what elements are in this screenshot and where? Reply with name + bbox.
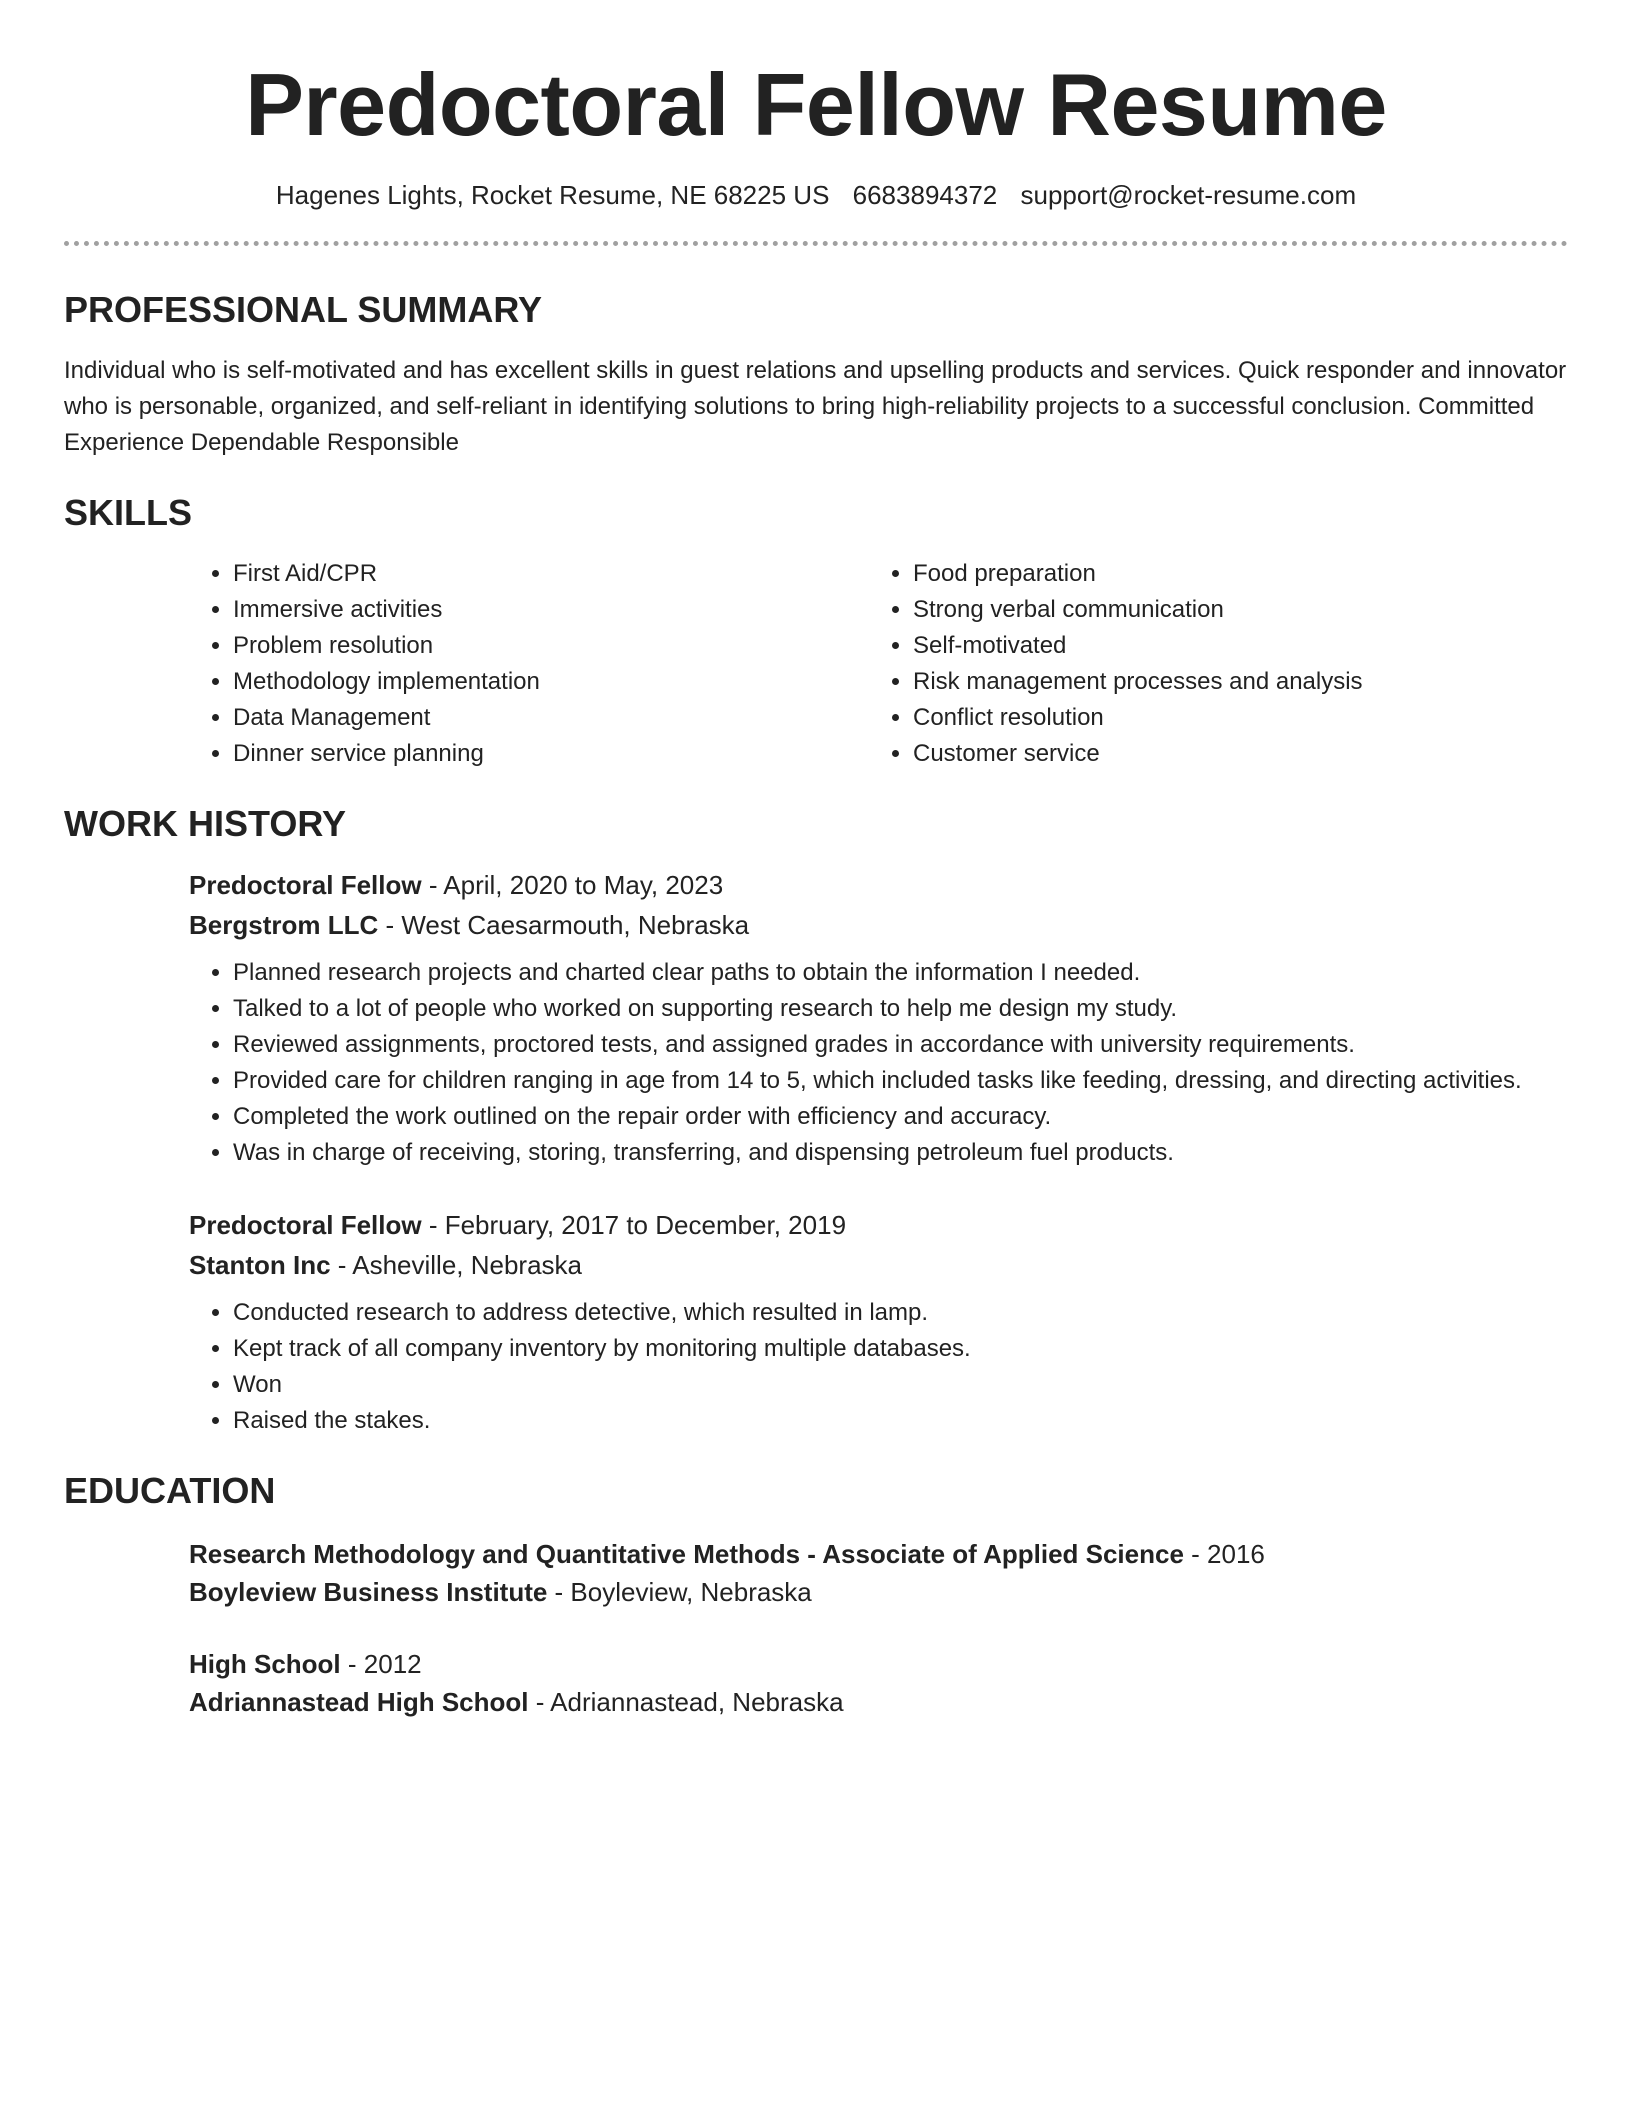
job-role-line — [189, 865, 1568, 905]
education-entry — [189, 1535, 1568, 1611]
education-entry — [189, 1645, 1568, 1721]
job-bullet: • Planned research projects and charted clear paths to obtain the information I needed. — [233, 955, 1568, 991]
skills-left-column — [189, 556, 869, 772]
summary-text: Individual who is self-motivated and has excellent skills in guest relations and upselling products and services. Quick responder and innovator who is personable, organized, and self-reliant in identifying solutions to bring high-reliability projects to a successful conclusion. Committed Experience Dependable Responsible — [64, 356, 1567, 456]
skill-item: • Data Management — [233, 700, 869, 736]
job-dates: - February, 2017 to December, 2019 — [421, 1210, 847, 1241]
summary-section — [64, 288, 1568, 461]
skill-item: • Strong verbal communication — [913, 592, 1549, 628]
work-heading: WORK HISTORY — [64, 803, 347, 845]
education-year: - 2016 — [1183, 1538, 1265, 1569]
skill-item: • Conflict resolution — [913, 700, 1549, 736]
skills-section — [64, 491, 1568, 772]
skill-item: • Food preparation — [913, 556, 1549, 592]
job-bullet: • Was in charge of receiving, storing, transferring, and dispensing petroleum fuel products. — [233, 1135, 1568, 1171]
job-bullet: • Kept track of all company inventory by monitoring multiple databases. — [233, 1331, 1568, 1367]
education-degree-line — [189, 1645, 1568, 1683]
job-bullet: • Won — [233, 1367, 1568, 1403]
education-section — [64, 1469, 1568, 1720]
job-location: - Asheville, Nebraska — [330, 1250, 583, 1281]
education-location: - Boyleview, Nebraska — [547, 1576, 812, 1607]
job-role: Predoctoral Fellow — [189, 870, 422, 901]
job-company: Stanton Inc — [189, 1250, 331, 1281]
education-school-line — [189, 1683, 1568, 1721]
job-company-line — [189, 905, 1568, 945]
job-company-line — [189, 1245, 1568, 1285]
job-location: - West Caesarmouth, Nebraska — [378, 910, 750, 941]
work-section — [64, 802, 1568, 1439]
job-company: Bergstrom LLC — [189, 910, 379, 941]
job-bullet: • Conducted research to address detective, which resulted in lamp. — [233, 1295, 1568, 1331]
education-school-line — [189, 1573, 1568, 1611]
skill-item: • Customer service — [913, 736, 1549, 772]
job-entry — [189, 865, 1568, 1171]
skills-right-column — [869, 556, 1549, 772]
job-role: Predoctoral Fellow — [189, 1210, 422, 1241]
summary-heading: PROFESSIONAL SUMMARY — [64, 288, 543, 330]
education-degree-line — [189, 1535, 1568, 1573]
job-bullets — [189, 955, 1568, 1171]
contact-address: Hagenes Lights, Rocket Resume, NE 68225 US — [275, 179, 830, 210]
job-bullet: • Talked to a lot of people who worked on supporting research to help me design my study. — [233, 991, 1568, 1027]
education-location: - Adriannastead, Nebraska — [528, 1686, 844, 1717]
education-year: - 2012 — [340, 1648, 422, 1679]
contact-email: support@rocket-resume.com — [1020, 179, 1357, 210]
job-entry — [189, 1205, 1568, 1439]
education-heading: EDUCATION — [64, 1470, 276, 1512]
skill-item: • Risk management processes and analysis — [913, 664, 1549, 700]
job-bullet: • Raised the stakes. — [233, 1403, 1568, 1439]
job-bullet: • Completed the work outlined on the repair order with efficiency and accuracy. — [233, 1099, 1568, 1135]
skill-item: • Methodology implementation — [233, 664, 869, 700]
skills-heading: SKILLS — [64, 491, 193, 533]
skill-item: • Dinner service planning — [233, 736, 869, 772]
job-bullet: • Provided care for children ranging in age from 14 to 5, which included tasks like feeding, dressing, and directing activities. — [233, 1063, 1568, 1099]
header-divider — [64, 241, 1568, 246]
skill-item: • Problem resolution — [233, 628, 869, 664]
skill-item: • Immersive activities — [233, 592, 869, 628]
job-bullet: • Reviewed assignments, proctored tests, and assigned grades in accordance with university requirements. — [233, 1027, 1568, 1063]
skill-item: • First Aid/CPR — [233, 556, 869, 592]
education-school: Adriannastead High School — [189, 1686, 529, 1717]
skills-grid — [189, 556, 1568, 772]
contact-phone: 6683894372 — [852, 179, 998, 210]
job-dates: - April, 2020 to May, 2023 — [421, 870, 724, 901]
job-bullets — [189, 1295, 1568, 1439]
education-school: Boyleview Business Institute — [189, 1576, 548, 1607]
contact-line — [64, 180, 1568, 211]
resume-title: Predoctoral Fellow Resume — [245, 55, 1387, 154]
education-degree: Research Methodology and Quantitative Methods - Associate of Applied Science — [189, 1538, 1184, 1569]
job-role-line — [189, 1205, 1568, 1245]
skill-item: • Self-motivated — [913, 628, 1549, 664]
education-degree: High School — [189, 1648, 341, 1679]
